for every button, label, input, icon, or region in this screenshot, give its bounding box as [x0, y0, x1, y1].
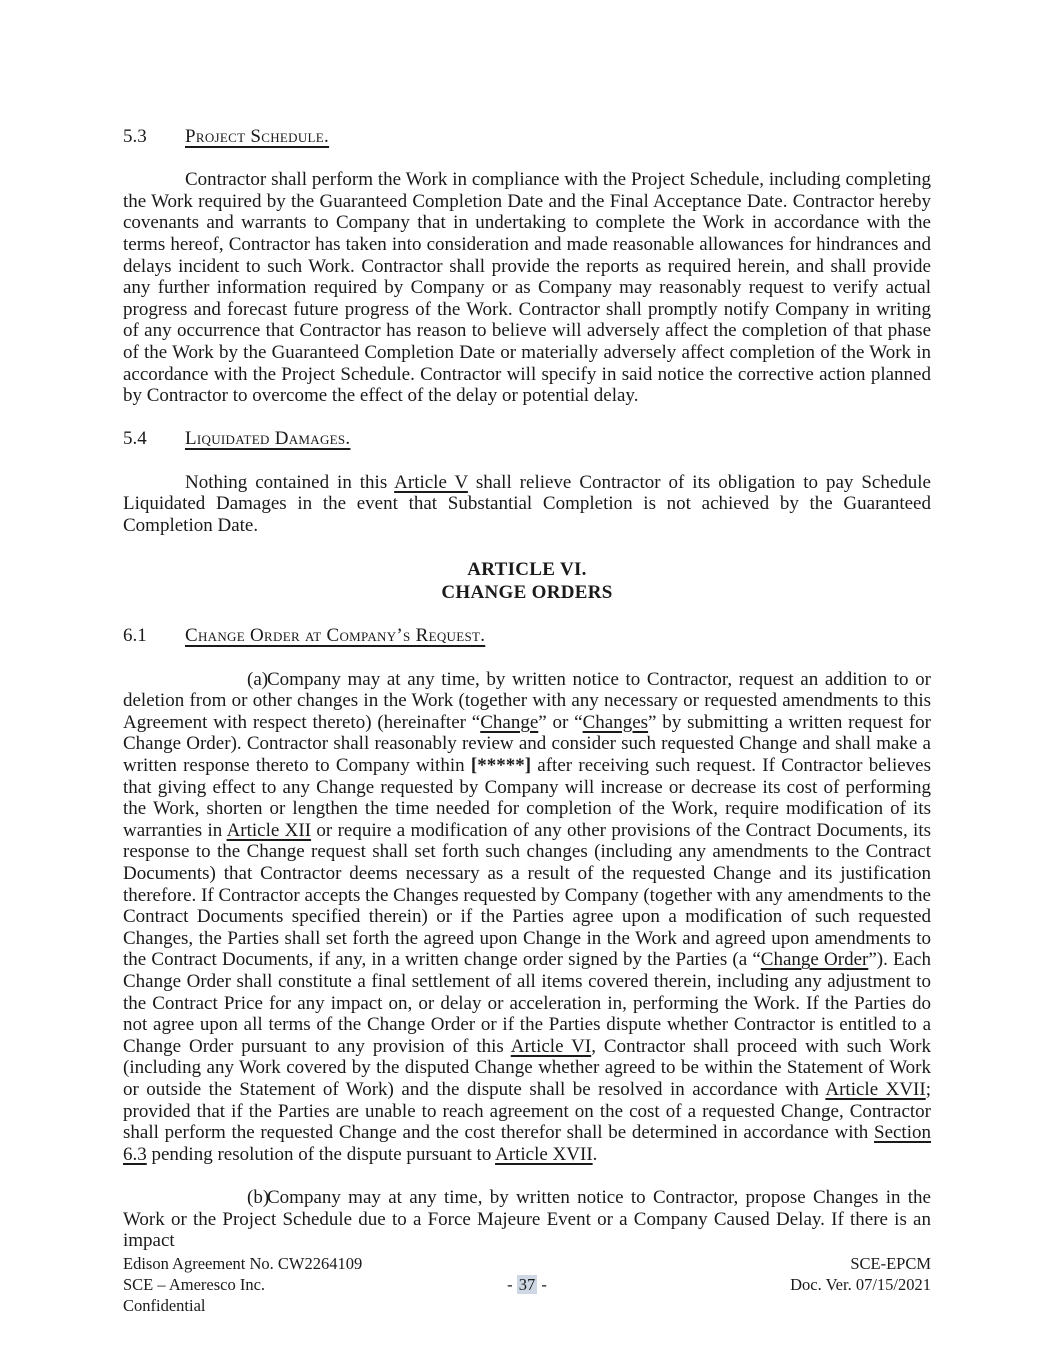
section-6-1-title: Change Order at Company’s Request.: [185, 625, 486, 647]
footer-parties: SCE – Ameresco Inc.: [123, 1275, 266, 1294]
section-6-1-heading: [123, 625, 931, 647]
article-vi-heading-line1: ARTICLE VI.: [467, 558, 587, 580]
section-5-3-heading: [123, 126, 931, 148]
page-number-suffix: -: [537, 1275, 547, 1294]
footer-agreement-number: Edison Agreement No. CW2264109: [123, 1254, 363, 1273]
footer-confidential: Confidential: [123, 1296, 206, 1315]
section-5-4-paragraph: Nothing contained in this Article V shall relieve Contractor of its obligation to pay Schedule Liquidated Damages in the event that Substantial Completion is not achieved by the Guaranteed Completion Date.: [123, 471, 931, 536]
section-5-4-heading: [123, 428, 931, 450]
page-footer: [123, 1253, 931, 1316]
section-5-4-title: Liquidated Damages.: [185, 428, 351, 450]
footer-program: SCE-EPCM: [850, 1254, 931, 1273]
article-vi-heading-line2: CHANGE ORDERS: [441, 581, 613, 603]
page-number-prefix: -: [507, 1275, 517, 1294]
footer-page-number-block: [507, 1253, 547, 1316]
clause-b-paragraph: (b)Company may at any time, by written notice to Contractor, propose Changes in the Work or the Project Schedule due to a Force Majeure Event or a Company Caused Delay. If there is an impact: [123, 1186, 931, 1252]
article-vi-heading: [123, 558, 931, 604]
section-5-3-number: 5.3: [123, 126, 147, 147]
footer-doc-version: Doc. Ver. 07/15/2021: [790, 1275, 931, 1294]
section-5-3-paragraph: Contractor shall perform the Work in compliance with the Project Schedule, including completing the Work required by the Guaranteed Completion Date and the Final Acceptance Date. Contractor hereby covenants and warrants to Company that in undertaking to complete the Work in accordance with the terms hereof, Contractor has taken into consideration and made reasonable allowances for hindrances and delays incident to such Work. Contractor shall provide the reports as required herein, and shall provide any further information required by Company or as Company may reasonably request to verify actual progress and forecast future progress of the Work. Contractor shall promptly notify Company in writing of any occurrence that Contractor has reason to believe will adversely affect the completion of that phase of the Work by the Guaranteed Completion Date or materially adversely affect completion of the Work in accordance with the Project Schedule. Contractor will specify in said notice the corrective action planned by Contractor to overcome the effect of the delay or potential delay.: [123, 169, 931, 407]
page-number-field: 37: [518, 1275, 536, 1294]
section-5-3-title: Project Schedule.: [185, 126, 330, 147]
section-6-1-number: 6.1: [123, 625, 147, 647]
footer-right-block: [547, 1253, 931, 1316]
section-5-4-number: 5.4: [123, 428, 147, 450]
page-body: [123, 126, 931, 1252]
clause-a-paragraph: (a)Company may at any time, by written notice to Contractor, request an addition to or deletion from or other changes in the Work (together with any necessary or requested amendments to this Agreement with respect thereto) (hereinafter “Change” or “Changes” by submitting a written request for Change Order). Contractor shall reasonably review and consider such requested Change and shall make a written response thereto to Company within [*****] after receiving such request. If Contractor believes that giving effect to any Change requested by Company will increase or decrease its cost of performing the Work, shorten or lengthen the time needed for completion of the Work, require modification of its warranties in Article XII or require a modification of any other provisions of the Contract Documents, its response to the Change request shall set forth such changes (including any amendments to the Contract Documents) that Contractor deems necessary as a result of the requested Change and its justification therefore. If Contractor accepts the Changes requested by Company (together with any amendments to the Contract Documents specified therein) or if the Parties agree upon a modification of such requested Changes, the Parties shall set forth the agreed upon Change in the Work and agreed upon amendments to the Contract Documents, if any, in a written change order signed by the Parties (a “Change Order”). Each Change Order shall constitute a final settlement of all items covered therein, including any adjustment to the Contract Price for any impact on, or delay or acceleration in, performing the Work. If the Parties do not agree upon all terms of the Change Order or if the Parties dispute whether Contractor is entitled to a Change Order pursuant to any provision of this Article VI, Contractor shall proceed with such Work (including any Work covered by the disputed Change whether agreed to be within the Statement of Work or outside the Statement of Work) and the dispute shall be resolved in accordance with Article XVII; provided that if the Parties are unable to reach agreement on the cost of a requested Change, Contractor shall perform the requested Change and the cost therefor shall be determined in accordance with Section 6.3 pending resolution of the dispute pursuant to Article XVII.: [123, 668, 932, 1165]
footer-left-block: [123, 1253, 507, 1316]
